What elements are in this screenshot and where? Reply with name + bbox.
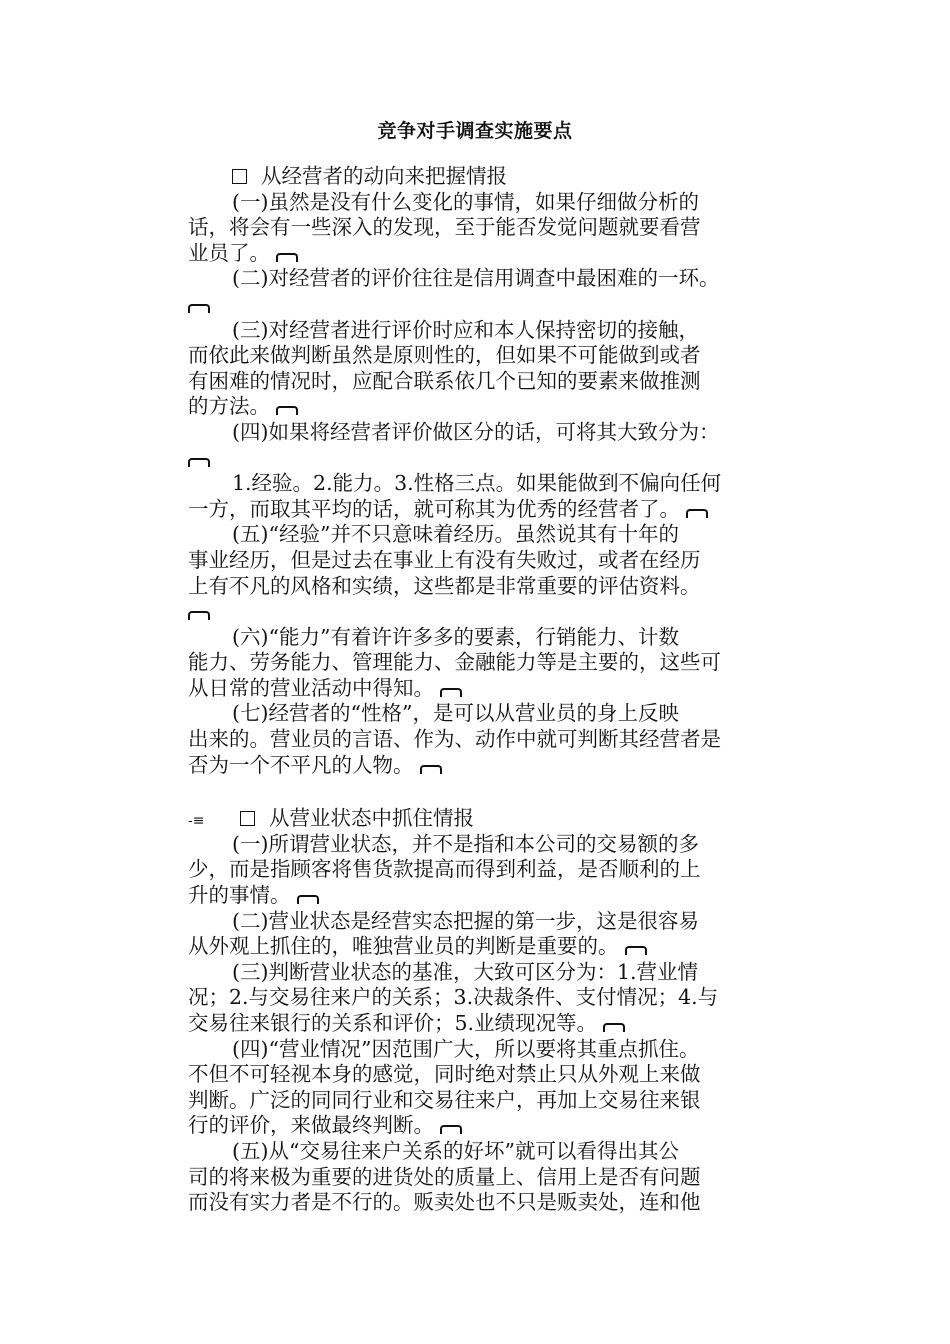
text-line-content: (五)从“交易往来户关系的好坏”就可以看得出其公 (232, 1138, 679, 1163)
text-line (188, 832, 763, 858)
text-line-content: (四)如果将经营者评价做区分的话，可将其大致分为： (232, 419, 720, 444)
text-line (188, 960, 763, 986)
text-line (188, 1165, 763, 1191)
text-line (188, 1113, 763, 1139)
text-line (188, 727, 763, 753)
text-line-content: 况；2.与交易往来户的关系；3.决裁条件、支付情况；4.与 (188, 985, 719, 1010)
text-line-content: (一)虽然是没有什么变化的事情，如果仔细做分析的 (232, 189, 699, 214)
text-line-content: 升的事情。 (188, 883, 291, 908)
text-line-content: 上有不凡的风格和实绩，这些都是非常重要的评估资料。 (188, 573, 701, 598)
checkbox-icon (232, 169, 247, 184)
text-line-content: (七)经营者的“性格”，是可以从营业员的身上反映 (232, 701, 679, 726)
text-line-content: 有困难的情况时，应配合联系依几个已知的要素来做推测 (188, 368, 701, 393)
text-line (188, 1011, 763, 1037)
text-line-content: 事业经历，但是过去在事业上有没有失败过，或者在经历 (188, 547, 701, 572)
text-line-content: (五)“经验”并不只意味着经历。虽然说其有十年的 (232, 522, 679, 547)
section-heading-text: 从营业状态中抓住情报 (269, 806, 474, 831)
text-line (188, 190, 763, 216)
text-line (188, 1037, 763, 1063)
text-line-content: (三)对经营者进行评价时应和本人保持密切的接触， (232, 317, 699, 342)
section-heading-2 (188, 806, 763, 832)
text-line (188, 857, 763, 883)
text-line-content: 1.经验。2.能力。3.性格三点。如果能做到不偏向任何 (232, 471, 722, 496)
text-line-content: 不但不可轻视本身的感觉，同时绝对禁止只从外观上来做 (188, 1062, 701, 1087)
text-line-content: 话，将会有一些深入的发现，至于能否发觉问题就要看营 (188, 215, 701, 240)
text-line-content: 能力、劳务能力、管理能力、金融能力等是主要的，这些可 (188, 650, 721, 675)
text-line (188, 599, 763, 625)
text-line-content: 行的评价，来做最终判断。 (188, 1113, 434, 1138)
text-line-content: 一方，而取其平均的话，就可称其为优秀的经营者了。 (188, 496, 680, 521)
text-line-content: 从外观上抓住的，唯独营业员的判断是重要的。 (188, 934, 619, 959)
text-line (188, 1088, 763, 1114)
text-line (188, 394, 763, 420)
text-line-content: (二)营业状态是经营实态把握的第一步，这是很容易 (232, 908, 699, 933)
text-line (188, 241, 763, 267)
text-line (188, 625, 763, 651)
paragraph-mark-icon (188, 304, 210, 313)
paragraph-mark-icon (440, 1125, 462, 1134)
text-line (188, 909, 763, 935)
text-line (188, 650, 763, 676)
text-line-content: (二)对经营者的评价往往是信用调查中最困难的一环。 (232, 266, 720, 291)
text-line (188, 292, 763, 318)
text-line (188, 574, 763, 600)
text-line (188, 985, 763, 1011)
text-line (188, 883, 763, 909)
text-line (188, 471, 763, 497)
text-line (188, 215, 763, 241)
document-title: 竞争对手调查实施要点 (377, 120, 573, 142)
text-line-content: (四)“营业情况”因范围广大，所以要将其重点抓住。 (232, 1036, 700, 1061)
text-line (188, 676, 763, 702)
text-line (188, 522, 763, 548)
text-line (188, 446, 763, 472)
paragraph-mark-icon (603, 1023, 625, 1032)
text-line-content: 出来的。营业员的言语、作为、动作中就可判断其经营者是 (188, 727, 721, 752)
document-body (188, 164, 763, 1216)
paragraph-mark-icon (440, 688, 462, 697)
section-gap (188, 778, 763, 806)
text-line-content: 从日常的营业活动中得知。 (188, 675, 434, 700)
text-line-content: (三)判断营业状态的基准，大致可区分为：1.营业情 (232, 959, 699, 984)
text-line-content: 而依此来做判断虽然是原则性的，但如果不可能做到或者 (188, 343, 701, 368)
text-line-content: 少，而是指顾客将售货款提高而得到利益，是否顺利的上 (188, 857, 701, 882)
paragraph-mark-icon (188, 611, 210, 620)
paragraph-mark-icon (188, 458, 210, 467)
checkbox-icon (240, 811, 255, 826)
section-1-paragraphs (188, 190, 763, 779)
text-line (188, 420, 763, 446)
text-line (188, 934, 763, 960)
text-line-content: 交易往来银行的关系和评价；5.业绩现况等。 (188, 1011, 598, 1035)
text-line-content: 司的将来极为重要的进货处的质量上、信用上是否有问题 (188, 1164, 701, 1189)
text-line (188, 548, 763, 574)
paragraph-mark-icon (297, 895, 319, 904)
text-line (188, 701, 763, 727)
paragraph-mark-icon (276, 253, 298, 262)
paragraph-mark-icon (420, 765, 442, 774)
text-line (188, 318, 763, 344)
text-line (188, 266, 763, 292)
text-line (188, 1139, 763, 1165)
text-line (188, 753, 763, 779)
section-heading-1 (188, 164, 763, 190)
section-2-paragraphs (188, 832, 763, 1216)
text-line (188, 1062, 763, 1088)
text-line (188, 497, 763, 523)
paragraph-mark-icon (625, 946, 647, 955)
text-line (188, 369, 763, 395)
text-line-content: 业员了。 (188, 240, 270, 265)
text-line-content: 而没有实力者是不行的。贩卖处也不只是贩卖处，连和他 (188, 1190, 701, 1215)
text-line-content: 判断。广泛的同同行业和交易往来户，再加上交易往来银 (188, 1087, 701, 1112)
paragraph-mark-icon (686, 509, 708, 518)
text-line-content: 否为一个不平凡的人物。 (188, 752, 414, 777)
text-line (188, 1190, 763, 1216)
section-heading-text: 从经营者的动向来把握情报 (261, 164, 507, 188)
text-line-content: (一)所谓营业状态，并不是指和本公司的交易额的多 (232, 831, 699, 856)
text-line-content: 的方法。 (188, 394, 270, 419)
paragraph-mark-icon (276, 406, 298, 415)
section-prefix: -≡ (188, 813, 205, 830)
text-line (188, 343, 763, 369)
text-line-content: (六)“能力”有着许许多多的要素，行销能力、计数 (232, 624, 679, 649)
